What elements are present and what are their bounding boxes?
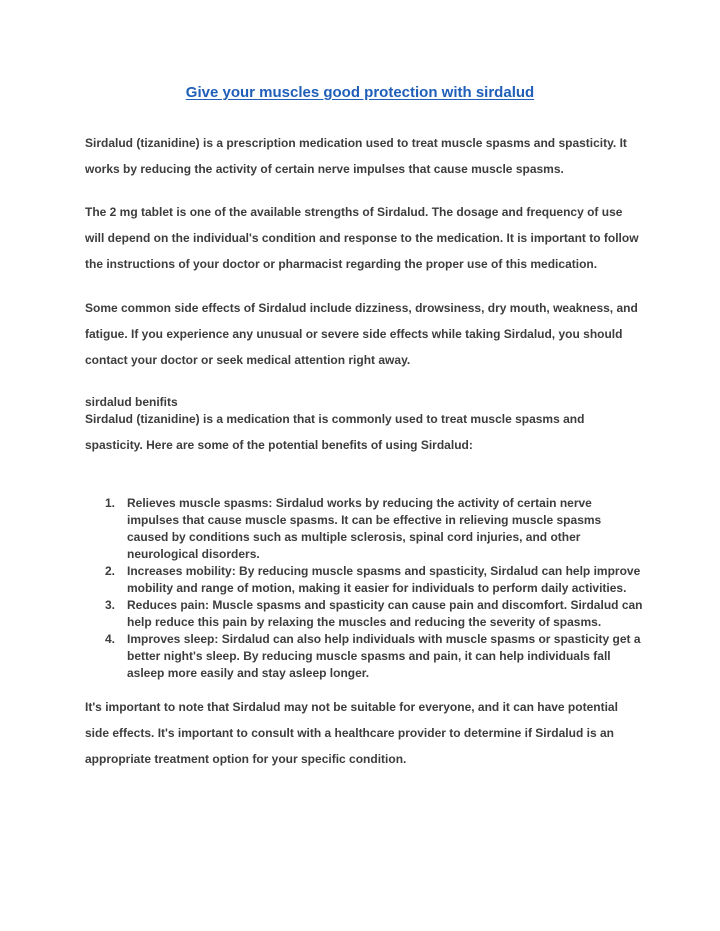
- list-item: [85, 631, 645, 682]
- closing-paragraph: It's important to note that Sirdalud may not be suitable for everyone, and it can have potential side effects. It's important to consult with a healthcare provider to determine if Sirdalud is an appropriate treatment option for your specific condition.: [85, 700, 618, 766]
- benefits-intro-paragraph: Sirdalud (tizanidine) is a medication that is commonly used to treat muscle spasms and spasticity. Here are some of the potential benefits of using Sirdalud:: [85, 412, 585, 452]
- list-item-number: 3.: [105, 598, 116, 612]
- intro-paragraph: Sirdalud (tizanidine) is a prescription medication used to treat muscle spasms and spasticity. It works by reducing the activity of certain nerve impulses that cause muscle spasms.: [85, 136, 627, 176]
- list-item-text: Reduces pain: Muscle spasms and spasticity can cause pain and discomfort. Sirdalud can help reduce this pain by relaxing the muscles and reducing the severity of spasms.: [127, 598, 643, 629]
- dosage-paragraph: The 2 mg tablet is one of the available strengths of Sirdalud. The dosage and frequency of use will depend on the individual's condition and response to the medication. It is important to follow the instructions of your doctor or pharmacist regarding the proper use of this medication.: [85, 205, 639, 271]
- list-item-text: Relieves muscle spasms: Sirdalud works by reducing the activity of certain nerve impulses that cause muscle spasms. It can be effective in relieving muscle spasms caused by conditions such as multiple sclerosis, spinal cord injuries, and other neurological disorders.: [127, 496, 602, 561]
- list-item-number: 1.: [105, 496, 116, 510]
- side-effects-paragraph: Some common side effects of Sirdalud include dizziness, drowsiness, dry mouth, weakness, and fatigue. If you experience any unusual or severe side effects while taking Sirdalud, you should contact your doctor or seek medical attention right away.: [85, 301, 638, 367]
- benefits-heading: sirdalud benifits: [85, 395, 178, 409]
- list-item: [85, 563, 645, 597]
- list-item-text: Improves sleep: Sirdalud can also help individuals with muscle spasms or spasticity get a better night's sleep. By reducing muscle spasms and pain, it can help individuals fall asleep more easily and stay asleep longer.: [127, 632, 641, 680]
- document-title[interactable]: Give your muscles good protection with sirdalud: [185, 84, 535, 101]
- list-item: [85, 597, 645, 631]
- list-item-text: Increases mobility: By reducing muscle spasms and spasticity, Sirdalud can help improve mobility and range of motion, making it easier for individuals to perform daily activities.: [127, 564, 641, 595]
- list-item-number: 4.: [105, 632, 116, 646]
- list-item-number: 2.: [105, 564, 116, 578]
- benefits-list: [85, 495, 645, 682]
- list-item: [85, 495, 645, 563]
